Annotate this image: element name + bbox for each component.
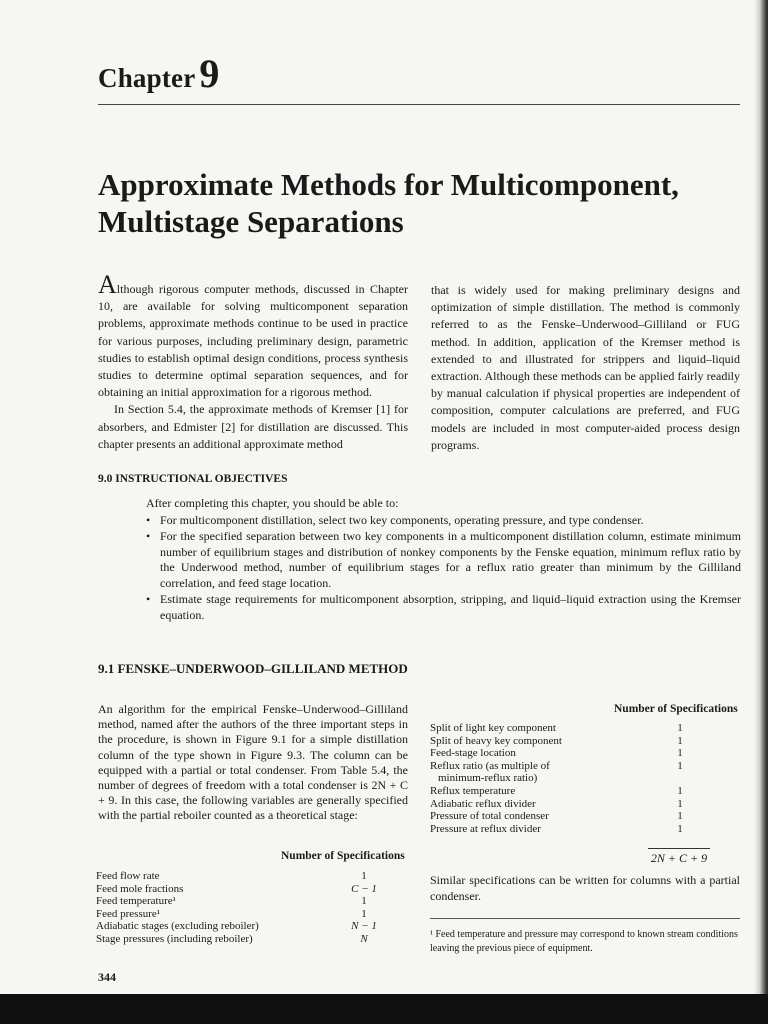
row-value: C − 1: [351, 882, 377, 895]
table-row: [96, 895, 416, 908]
row-label: Feed pressure¹: [96, 907, 161, 920]
row-value: 1: [677, 784, 683, 797]
left-table-header: Number of Specifications: [281, 850, 405, 862]
table-row: [430, 747, 740, 760]
table-row: [96, 870, 416, 883]
row-value: 1: [677, 747, 683, 760]
row-label: Feed temperature¹: [96, 895, 176, 908]
table-row: [430, 810, 740, 823]
objectives-lead: After completing this chapter, you should be able to:: [146, 496, 399, 510]
right-table-header: Number of Specifications: [614, 703, 738, 715]
table-row: [96, 920, 416, 933]
footnote: ¹ Feed temperature and pressure may correspond to known stream conditions leaving the previous piece of equipment.: [430, 929, 738, 954]
row-label: minimum-reflux ratio): [438, 772, 538, 785]
row-value: 1: [677, 734, 683, 747]
spec-total: 2N + C + 9: [650, 851, 708, 865]
table-row: [430, 722, 740, 735]
page-number: 344: [98, 970, 116, 984]
row-value: [658, 772, 718, 785]
chapter-heading: [98, 50, 220, 97]
objective-text: For multicomponent distillation, select two key components, operating pressure, and type condenser.: [160, 513, 644, 527]
row-label: Split of light key component: [430, 722, 556, 734]
row-value: N: [360, 932, 368, 945]
drop-cap: A: [98, 270, 117, 299]
row-label: Split of heavy key component: [430, 734, 562, 747]
objective-text: Estimate stage requirements for multicomponent absorption, stripping, and liquid–liquid extraction using the Kremser equation.: [160, 591, 741, 622]
row-value: 1: [677, 822, 683, 835]
table-row: [430, 823, 740, 836]
row-label: Adiabatic stages (excluding reboiler): [96, 920, 259, 933]
row-value: 1: [677, 759, 683, 772]
objectives-list: [146, 513, 741, 624]
objective-item: [146, 529, 741, 592]
row-label: Pressure at reflux divider: [430, 822, 541, 835]
objective-item: [146, 513, 741, 529]
table-row: [430, 798, 740, 811]
similar-specs-text: Similar specifications can be written for columns with a partial condenser.: [430, 873, 740, 903]
row-value: 1: [677, 810, 683, 823]
intro-left-column: [98, 270, 408, 453]
row-label: Reflux temperature: [430, 784, 516, 797]
row-value: N − 1: [351, 920, 377, 933]
table-row: [430, 760, 740, 773]
row-value: 1: [677, 797, 683, 810]
table-row: [430, 772, 740, 785]
chapter-title: Approximate Methods for Multicomponent, Multistage Separations: [98, 167, 679, 239]
chapter-number: 9: [199, 51, 220, 96]
row-label: Feed-stage location: [430, 747, 516, 760]
row-value: 1: [361, 907, 367, 920]
table-row: [430, 735, 740, 748]
bullet: •: [146, 528, 151, 543]
section-9-1-heading: 9.1 FENSKE–UNDERWOOD–GILLILAND METHOD: [98, 661, 408, 676]
row-label: Stage pressures (including reboiler): [96, 932, 253, 945]
row-label: Adiabatic reflux divider: [430, 797, 536, 810]
row-label: Feed flow rate: [96, 870, 160, 882]
scan-edge-shadow: [754, 0, 768, 1024]
row-label: Reflux ratio (as multiple of: [430, 759, 550, 772]
chapter-label: Chapter: [98, 63, 196, 93]
left-spec-table: [96, 870, 416, 946]
table-row: [96, 908, 416, 921]
bullet: •: [146, 591, 151, 606]
bullet: •: [146, 513, 151, 527]
row-label: Feed mole fractions: [96, 882, 184, 895]
table-row: [96, 883, 416, 896]
table-row: [430, 785, 740, 798]
footnote-rule: [430, 918, 740, 919]
section-9-1-paragraph: An algorithm for the empirical Fenske–Underwood–Gilliland method, named after the authors of the three important steps in the procedure, is shown in Figure 9.1 for a simple distillation column of the type shown in Figure 9.3. The column can be equipped with a partial or total condenser. From Table 5.4, the number of degrees of freedom with a total condenser is 2N + C + 9. In this case, the following variables are generally specified with the partial reboiler counted as a theoretical stage:: [98, 702, 408, 823]
row-value: 1: [361, 870, 367, 882]
table-row: [96, 933, 416, 946]
chapter-rule: [98, 104, 740, 105]
scan-bottom-edge: [0, 994, 768, 1024]
row-value: 1: [361, 895, 367, 908]
intro-paragraph-2: In Section 5.4, the approximate methods of Kremser [1] for absorbers, and Edmister [2] for distillation are discussed. This chapter presents an additional approximate method: [98, 402, 408, 451]
intro-paragraph-1: lthough rigorous computer methods, discussed in Chapter 10, are available for solving multicomponent separation problems, approximate methods continue to be used in practice for various purposes, including preliminary design, parametric studies to establish optimal design conditions, process synthesis studies to determine optimal separation sequences, and for obtaining an initial approximation for a rigorous method.: [98, 282, 408, 400]
row-value: 1: [677, 722, 683, 734]
intro-right-column: that is widely used for making preliminary designs and optimization of simple distillation. The method is commonly referred to as the Fenske–Underwood–Gilliland or FUG method. In addition, application of the Kremser method is extended to and illustrated for strippers and liquid–liquid extraction. Although these methods can be applied fairly readily by manual calculation if physical properties are independent of composition, computer calculations are preferred, and FUG models are included in most computer-aided process design programs.: [431, 283, 740, 452]
row-label: Pressure of total condenser: [430, 810, 549, 823]
objective-text: For the specified separation between two key components in a multicomponent distillation column, estimate minimum number of equilibrium stages and distribution of nonkey components by the Fenske equation, minimum reflux ratio by the Underwood method, number of equilibrium stages for a reflux ratio greater than minimum by the Gilliland correlation, and feed stage location.: [160, 528, 741, 591]
section-9-0-heading: 9.0 INSTRUCTIONAL OBJECTIVES: [98, 473, 288, 485]
total-rule: [648, 848, 710, 849]
right-spec-table: [430, 722, 740, 835]
objective-item: [146, 592, 741, 624]
